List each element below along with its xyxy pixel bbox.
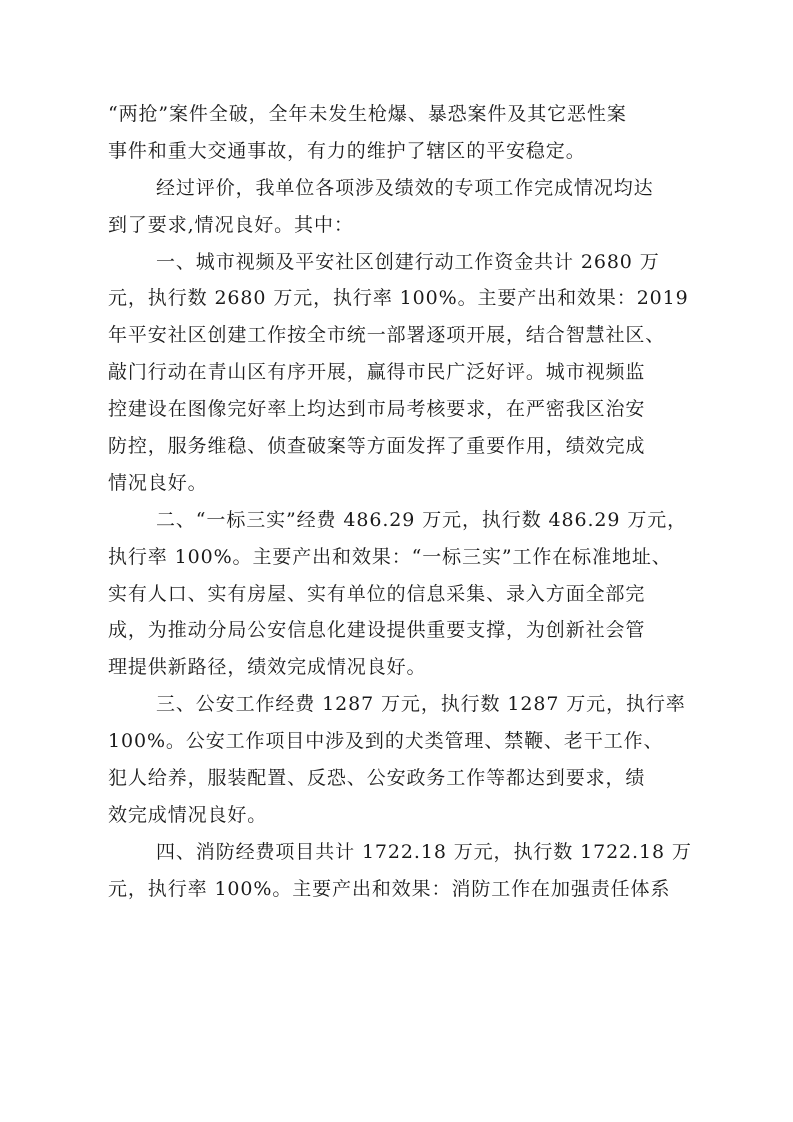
paragraph-line: 防控，服务维稳、侦查破案等方面发挥了重要作用，绩效完成 <box>108 435 646 458</box>
paragraph-line: 元，执行率 100%。主要产出和效果：消防工作在加强责任体系 <box>108 877 671 900</box>
paragraph-line: 100%。公安工作项目中涉及到的犬类管理、禁鞭、老干工作、 <box>108 730 664 753</box>
paragraph-line: 犯人给养，服装配置、反恐、公安政务工作等都达到要求，绩 <box>108 767 646 790</box>
paragraph-line: “两抢”案件全破，全年未发生枪爆、暴恐案件及其它恶性案 <box>108 103 627 125</box>
paragraph-line: 执行率 100%。主要产出和效果：“一标三实”工作在标准地址、 <box>108 545 672 568</box>
paragraph-line: 年平安社区创建工作按全市统一部署逐项开展，结合智慧社区、 <box>108 324 666 347</box>
paragraph-first-line: 三、公安工作经费 1287 万元，执行数 1287 万元，执行率 <box>156 693 686 716</box>
paragraph-first-line: 四、消防经费项目共计 1722.18 万元，执行数 1722.18 万 <box>156 840 692 863</box>
paragraph-line: 实有人口、实有房屋、实有单位的信息采集、录入方面全部完 <box>108 582 646 605</box>
paragraph-line: 控建设在图像完好率上均达到市局考核要求，在严密我区治安 <box>108 398 646 421</box>
paragraph-line: 敲门行动在青山区有序开展，赢得市民广泛好评。城市视频监 <box>108 361 646 384</box>
paragraph-line: 元，执行数 2680 万元，执行率 100%。主要产出和效果：2019 <box>108 287 689 310</box>
paragraph-line: 到了要求,情况良好。其中： <box>108 213 354 236</box>
paragraph-first-line: 二、“一标三实”经费 486.29 万元，执行数 486.29 万元， <box>156 508 688 531</box>
paragraph-first-line: 一、城市视频及平安社区创建行动工作资金共计 2680 万 <box>156 250 660 273</box>
paragraph-line: 事件和重大交通事故，有力的维护了辖区的平安稳定。 <box>108 139 586 162</box>
paragraph-line: 理提供新路径，绩效完成情况良好。 <box>108 656 427 679</box>
paragraph-line: 成，为推动分局公安信息化建设提供重要支撑，为创新社会管 <box>108 619 646 642</box>
paragraph-line: 效完成情况良好。 <box>108 803 268 826</box>
paragraph-first-line: 经过评价，我单位各项涉及绩效的专项工作完成情况均达 <box>156 176 654 199</box>
paragraph-line: 情况良好。 <box>108 471 208 494</box>
document-body <box>108 96 698 908</box>
